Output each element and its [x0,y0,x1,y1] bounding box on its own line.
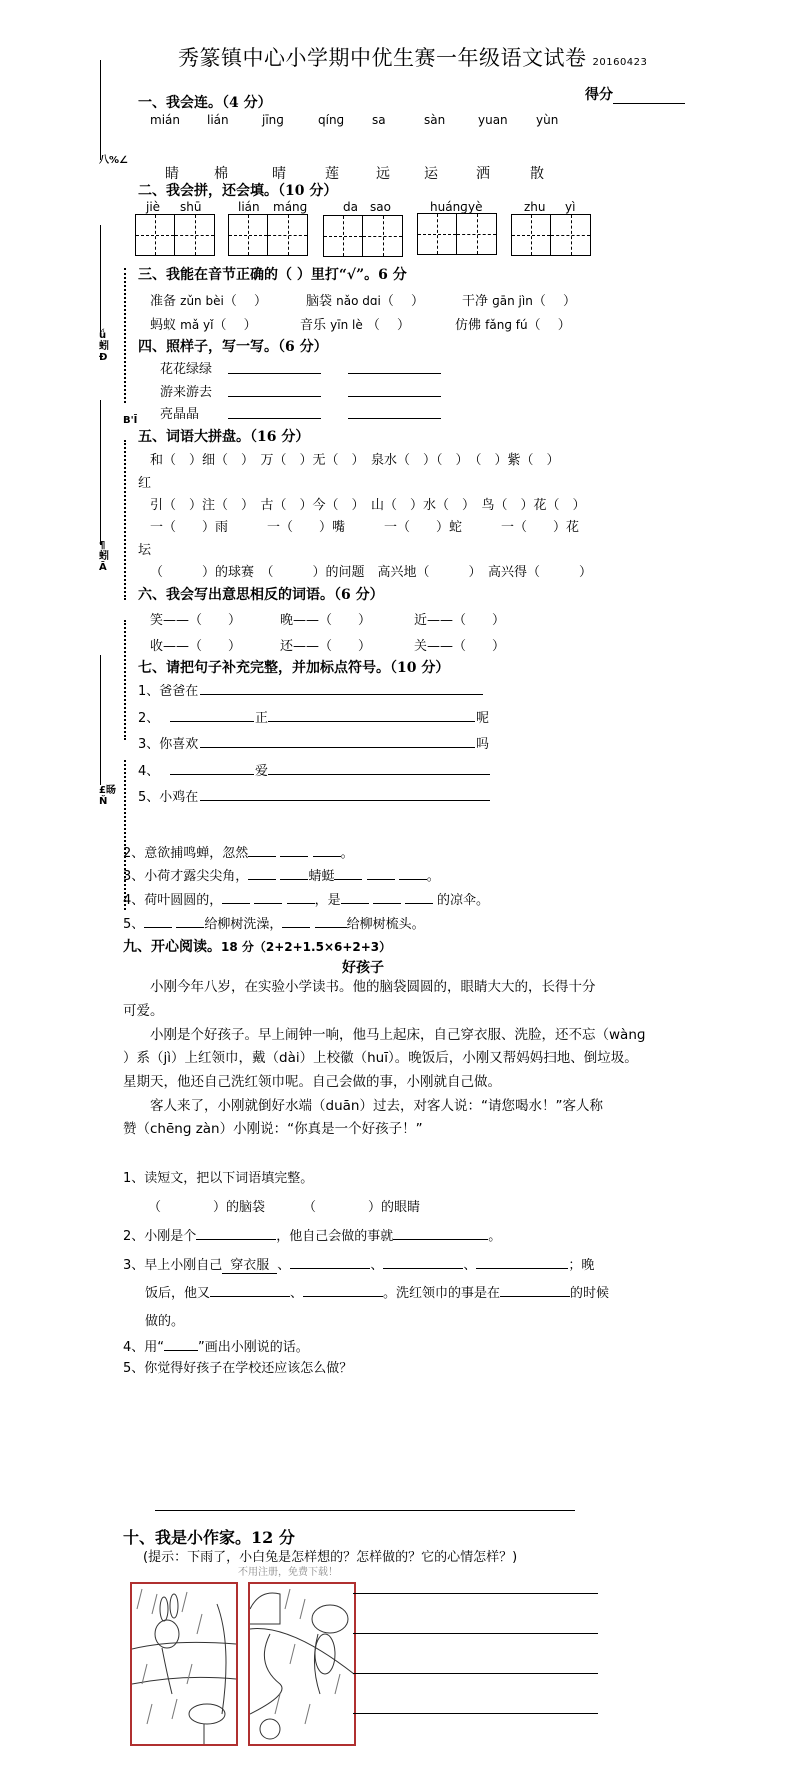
question-3-end: 做的。 [145,1314,185,1329]
text: 4、用“ [123,1340,165,1355]
char-item[interactable]: 晴 [272,166,286,182]
word: 干净 [462,294,489,309]
num: 4、 [123,893,145,908]
blank[interactable] [210,1284,290,1297]
blank[interactable] [383,1256,463,1269]
pinyin-item[interactable]: sa [372,113,386,127]
story-line: 星期天，他还自己洗红领巾呢。自己会做的事，小刚就自己做。 [123,1074,501,1090]
section2-heading: 二、我会拼，还会填。（10 分） [138,183,338,199]
answer-line[interactable] [268,721,475,722]
answer-line[interactable] [268,774,490,775]
writing-hint: (提示：下雨了，小白兔是怎样想的？怎样做的？它的心情怎样？) [143,1550,518,1565]
text: 蜻蜓 [308,869,335,884]
char-item[interactable]: 运 [424,166,438,182]
num: 4、 [138,764,160,779]
fill-line[interactable]: 引（ ）注（ ） 古（ ）今（ ） 山（ ）水（ ） 鸟（ ）花（ ） [150,498,586,513]
text: 。 [340,846,354,861]
char-item[interactable]: 远 [376,166,390,182]
word: 准备 [150,294,177,309]
text: ，是 [314,893,341,908]
sentence-3-end: 吗 [476,737,490,752]
title-text: 秀篆镇中心小学期中优生赛一年级语文试卷 [178,46,587,70]
prefix: 你喜欢 [159,737,199,752]
pinyin-label: huánɡ [430,200,468,214]
blank[interactable] [280,867,308,880]
blank[interactable] [334,867,362,880]
question-1b[interactable]: （ ）的眼睛 [303,1200,421,1215]
num: 1、 [138,684,160,699]
text: 、 [463,1258,477,1273]
text: 的凉伞。 [437,893,490,908]
story-line: ）系（jì）上红领巾，戴（dài）上校徽（huī）。晚饭后，小刚又帮妈妈扫地、倒垃圾。 [123,1050,638,1066]
margin-label: ¶蚓Ā [99,540,109,573]
answer-line[interactable] [348,373,441,374]
rabbit-in-rain-illustration [132,1584,236,1744]
rabbit-with-mushroom-umbrella-illustration [250,1584,354,1744]
text: 。 [488,1229,502,1244]
blank [164,1338,198,1351]
section9-heading [123,936,391,956]
dotted-binding-line [124,620,132,740]
writing-grid[interactable] [511,214,591,256]
blank[interactable] [287,891,315,904]
num: 2、 [138,711,160,726]
answer-line[interactable] [170,774,254,775]
sentence-4-mid: 爱 [255,764,269,779]
sentence-3 [138,733,198,752]
pinyin: zǔn bèi [180,294,224,308]
tone-item[interactable] [462,290,576,309]
antonym-item[interactable]: 还——（ ） [280,639,372,654]
text: 的时候 [570,1286,610,1301]
example-answer: 穿衣服 [222,1258,277,1274]
example-word: 花花绿绿 [160,362,213,377]
answer-paren[interactable]: （ ） [213,318,257,333]
fill-line[interactable]: 一（ ）雨 一（ ）嘴 一（ ）蛇 一（ ）花 [150,520,580,535]
dotted-binding-line [124,268,132,403]
pinyin-label: shū [180,200,202,214]
pinyin-item[interactable]: mián [150,113,180,127]
text: ”画出小刚说的话。 [198,1340,309,1355]
pinyin: nǎo dɑi [336,294,381,308]
pinyin-label: jiè [146,200,161,214]
num: 3、 [123,869,145,884]
char-item[interactable]: 莲 [325,166,339,182]
text: 、 [370,1258,384,1273]
writing-grid[interactable] [417,213,497,255]
pinyin: mǎ yǐ [180,318,214,332]
pinyin-item[interactable]: yùn [536,113,559,127]
poem-item [123,842,354,861]
writing-grid[interactable] [135,214,215,256]
score-field[interactable] [585,84,685,104]
blank[interactable] [176,915,204,928]
section1-heading: 一、我会连。（4 分） [138,95,272,111]
answer-line[interactable] [228,418,321,419]
fill-line: 红 [138,476,152,491]
text: 3、早上小刚自己 [123,1258,223,1273]
binding-line [100,400,101,545]
margin-label: B'Ī [123,415,138,426]
word: 蚂蚁 [150,318,177,333]
blank[interactable] [500,1284,570,1297]
answer-line[interactable] [200,800,490,801]
blank[interactable] [303,1284,383,1297]
grid-cell[interactable] [551,215,590,255]
grid-cell[interactable] [512,215,551,255]
blank[interactable] [405,891,433,904]
writing-grid[interactable] [228,214,308,256]
num: 5、 [138,790,160,805]
num: 2、 [123,846,145,861]
char-item[interactable]: 洒 [476,166,490,182]
dotted-binding-line [124,760,132,910]
blank[interactable] [282,915,310,928]
pinyin-label: da [343,200,358,214]
story-title: 好孩子 [342,960,384,976]
pinyin-label: zhu [524,200,546,214]
blank[interactable] [315,915,347,928]
answer-line[interactable] [200,694,483,695]
question-3 [123,1254,594,1273]
pinyin-label: mánɡ [273,200,308,214]
score-label: 得分 [585,87,613,103]
answer-paren[interactable]: （ ） [527,318,571,333]
margin-label: 八%∠ [99,155,128,166]
page-title [178,42,647,72]
pinyin-item[interactable]: jīnɡ [262,113,284,127]
grid-cell[interactable] [418,214,457,254]
pinyin-item[interactable]: yuan [478,113,508,127]
answer-line[interactable] [200,747,475,748]
writing-grid[interactable] [323,215,403,257]
sentence-4 [138,760,159,779]
exam-date: 20160423 [592,57,648,68]
blank[interactable] [313,844,341,857]
char-item[interactable]: 散 [530,166,544,182]
blank[interactable] [196,1227,276,1240]
answer-line[interactable] [348,418,441,419]
pinyin: ɡān jìn [492,294,533,308]
num: 3、 [138,737,160,752]
answer-paren[interactable]: （ ） [223,294,267,309]
word: 仿佛 [455,318,482,333]
grid-cell[interactable] [175,215,214,255]
binding-line [100,655,101,785]
pinyin-item[interactable]: sàn [424,113,446,127]
grid-cell[interactable] [363,216,402,256]
grid-cell[interactable] [229,215,268,255]
watermark: 不用注册，免费下载！ [238,1567,338,1578]
tone-item[interactable] [455,314,571,333]
question-4 [123,1336,309,1355]
section10-heading: 十、我是小作家。12 分 [123,1528,295,1547]
prefix: 爸爸在 [159,684,199,699]
answer-paren[interactable]: （ ） [532,294,576,309]
sentence-1 [138,680,198,699]
text: ，他自己会做的事就 [276,1229,394,1244]
composition-line[interactable] [353,1673,598,1674]
pinyin-item[interactable]: lián [207,113,229,127]
tone-item[interactable] [300,314,410,333]
example-word: 游来游去 [160,385,213,400]
story-line: 赞（chēnɡ zàn）小刚说：“你真是一个好孩子！” [123,1121,423,1137]
antonym-item[interactable]: 晚——（ ） [280,613,372,628]
pinyin-label: lián [238,200,260,214]
poem-item [123,889,489,908]
section5-heading: 五、词语大拼盘。（16 分） [138,429,310,445]
question-2 [123,1225,501,1244]
answer-line[interactable] [228,373,321,374]
answer-line[interactable] [155,1510,575,1511]
word: 脑袋 [306,294,333,309]
blank[interactable] [222,891,250,904]
text: 荷叶圆圆的， [144,893,223,908]
text: 小荷才露尖尖角， [144,869,249,884]
sentence-2-mid: 正 [255,711,269,726]
blank[interactable] [248,867,276,880]
char-item[interactable]: 睛 [165,166,179,182]
poem-item [123,865,440,884]
composition-line[interactable] [353,1713,598,1714]
text: 意欲捕鸣蝉，忽然 [144,846,249,861]
answer-line[interactable] [228,396,321,397]
antonym-item[interactable]: 关——（ ） [414,639,506,654]
answer-line[interactable] [170,721,254,722]
blank[interactable] [399,867,427,880]
blank[interactable] [248,844,276,857]
answer-paren[interactable]: （ ） [380,294,424,309]
blank[interactable] [290,1256,370,1269]
blank[interactable] [393,1227,488,1240]
text: 。 [426,869,440,884]
grid-cell[interactable] [268,215,307,255]
pinyin-label: yè [468,200,483,214]
heading-text: 九、开心阅读。 [123,939,221,955]
blank[interactable] [367,867,395,880]
sentence-5 [138,786,198,805]
prefix: 小鸡在 [159,790,199,805]
grid-cell[interactable] [457,214,496,254]
pinyin-label: yì [565,200,576,214]
score-breakdown: 18 分（2+2+1.5×6+2+3） [221,940,392,954]
section6-heading: 六、我会写出意思相反的词语。（6 分） [138,587,384,603]
question-3-cont [145,1282,609,1301]
binding-line [100,225,101,335]
question-5: 5、你觉得好孩子在学校还应该怎么做？ [123,1361,353,1376]
margin-label: £旸Ň [99,785,116,807]
pinyin-item[interactable]: qínɡ [318,113,345,127]
antonym-item[interactable]: 近——（ ） [414,613,506,628]
answer-paren[interactable]: （ ） [366,318,411,333]
composition-line[interactable] [353,1593,598,1594]
section4-heading: 四、照样子，写一写。（6 分） [138,339,328,355]
pinyin: yīn lè [330,318,363,332]
blank[interactable] [144,915,172,928]
text: 给柳树梳头。 [346,917,425,932]
char-item[interactable]: 棉 [214,166,228,182]
text: 饭后，他又 [145,1286,211,1301]
blank[interactable] [341,891,369,904]
blank[interactable] [476,1256,568,1269]
score-blank[interactable] [613,89,685,104]
dotted-binding-line [124,440,132,600]
grid-cell[interactable] [136,215,175,255]
tone-item[interactable] [150,290,267,309]
antonym-item[interactable]: 笑——（ ） [150,613,242,628]
num: 5、 [123,917,145,932]
text: ；晚 [568,1258,595,1273]
story-line: 小刚今年八岁，在实验小学读书。他的脑袋圆圆的，眼睛大大的，长得十分 [150,979,596,995]
text: 2、小刚是个 [123,1229,197,1244]
question-1: 1、读短文，把以下词语填完整。 [123,1171,314,1186]
composition-line[interactable] [353,1633,598,1634]
blank[interactable] [373,891,401,904]
text: 、 [277,1258,291,1273]
rabbit-picture-2 [248,1582,356,1746]
binding-line [100,60,101,160]
rabbit-picture-1 [130,1582,238,1746]
word: 音乐 [300,318,327,333]
blank[interactable] [254,891,282,904]
pinyin-label: sao [370,200,391,214]
margin-label: ǘ蚓Ð [99,330,109,363]
pinyin: fǎnɡ fú [485,318,528,332]
section7-heading: 七、请把句子补充完整，并加标点符号。（10 分） [138,660,450,676]
fill-line[interactable]: 和（ ）细（ ） 万（ ）无（ ） 泉水（ ）（ ） （ ）紫（ ） [150,453,560,468]
story-line: 小刚是个好孩子。早上闹钟一响，他马上起床，自己穿衣服、洗脸，还不忘（wànɡ [150,1027,646,1043]
sentence-2-end: 呢 [476,711,490,726]
answer-line[interactable] [348,396,441,397]
grid-cell[interactable] [324,216,363,256]
poem-item [123,913,425,932]
text: 、 [290,1286,304,1301]
fill-line[interactable]: （ ）的球赛 （ ）的问题 高兴地（ ） 高兴得（ ） [150,565,593,580]
section3-heading: 三、我能在音节正确的（ ）里打“√”。6 分 [138,267,407,283]
story-line: 客人来了，小刚就倒好水端（duān）过去，对客人说：“请您喝水！”客人称 [150,1098,603,1114]
tone-item[interactable] [150,314,257,333]
example-word: 亮晶晶 [160,407,200,422]
text: 给柳树洗澡， [204,917,283,932]
tone-item[interactable] [306,290,424,309]
story-line: 可爱。 [123,1003,164,1019]
text: 。洗红领巾的事是在 [383,1286,501,1301]
question-1a[interactable]: （ ）的脑袋 [148,1200,266,1215]
antonym-item[interactable]: 收——（ ） [150,639,242,654]
blank[interactable] [280,844,308,857]
fill-line: 坛 [138,543,152,558]
sentence-2 [138,707,159,726]
